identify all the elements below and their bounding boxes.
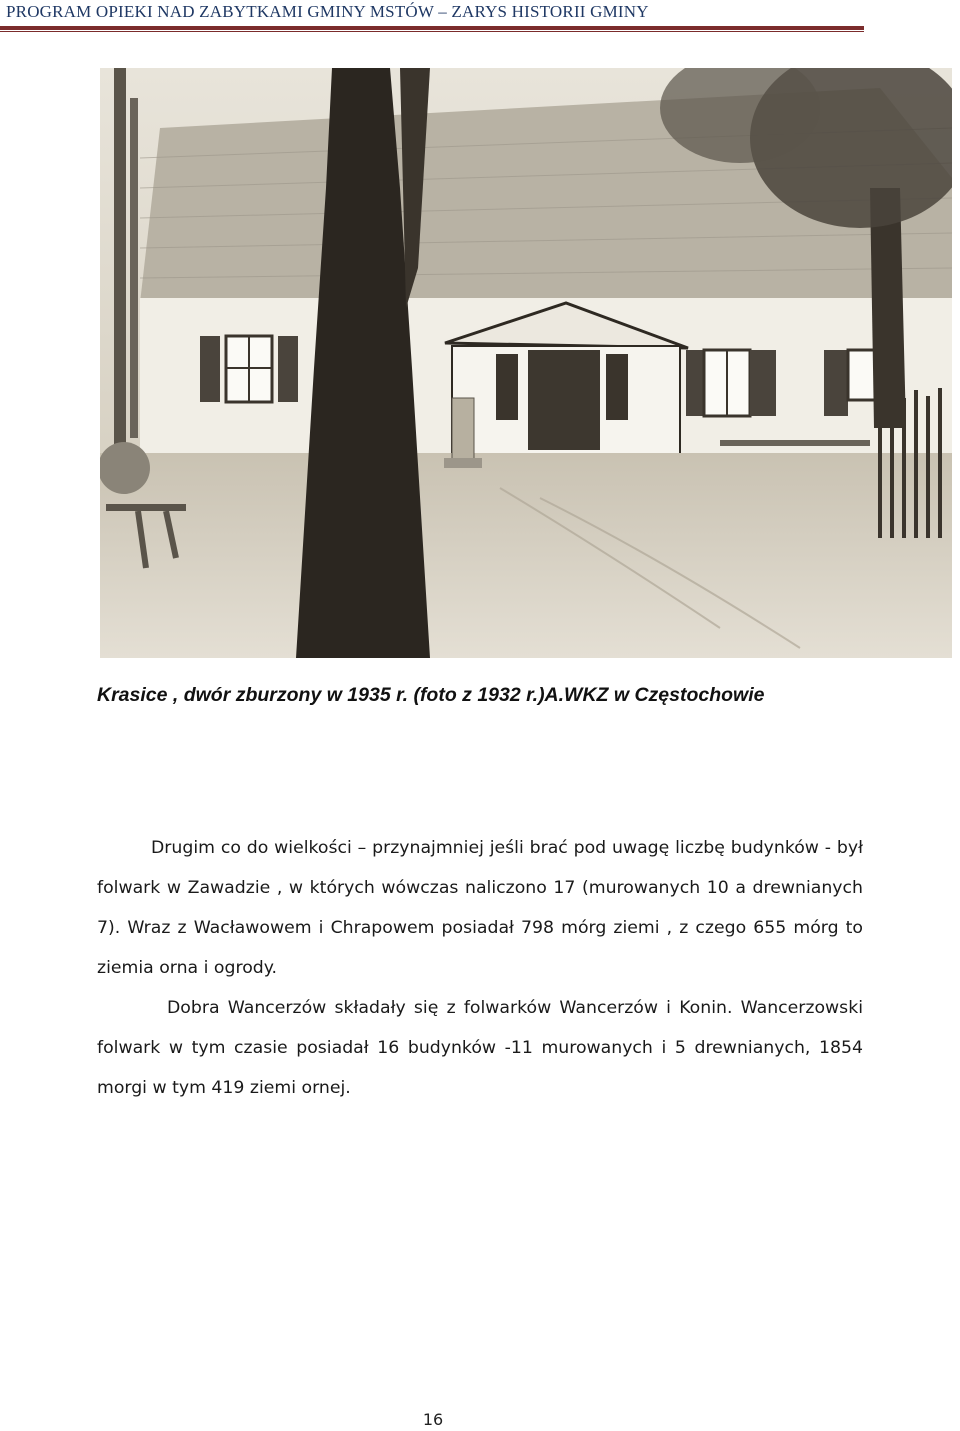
photo-caption: Krasice , dwór zburzony w 1935 r. (foto z 1932 r.)A.WKZ w Częstochowie	[97, 684, 765, 706]
paragraph: Drugim co do wielkości – przynajmniej jeśli brać pod uwagę liczbę budynków - był folwark w Zawadzie , w których wówczas naliczono 17 (murowanych 10 a drewnianych 7). Wraz z Wacławowem i Chrapowem posiadał 798 mórg ziemi , z czego 655 mórg to ziemia orna i ogrody.	[97, 838, 863, 978]
paragraph: Dobra Wancerzów składały się z folwarków Wancerzów i Konin. Wancerzowski folwark w tym czasie posiadał 16 budynków -11 murowanych i 5 drewnianych, 1854 morgi w tym 419 ziemi ornej.	[97, 998, 863, 1098]
body-text	[97, 828, 863, 1108]
header-rule	[0, 26, 864, 30]
manor-photo-illustration	[100, 68, 952, 658]
header-rule-thin	[0, 31, 864, 32]
header-title: PROGRAM OPIEKI NAD ZABYTKAMI GMINY MSTÓW – ZARYS HISTORII GMINY	[6, 2, 649, 21]
historic-photo	[100, 68, 952, 658]
page-number: 16	[422, 1410, 444, 1429]
page-header	[0, 0, 960, 36]
